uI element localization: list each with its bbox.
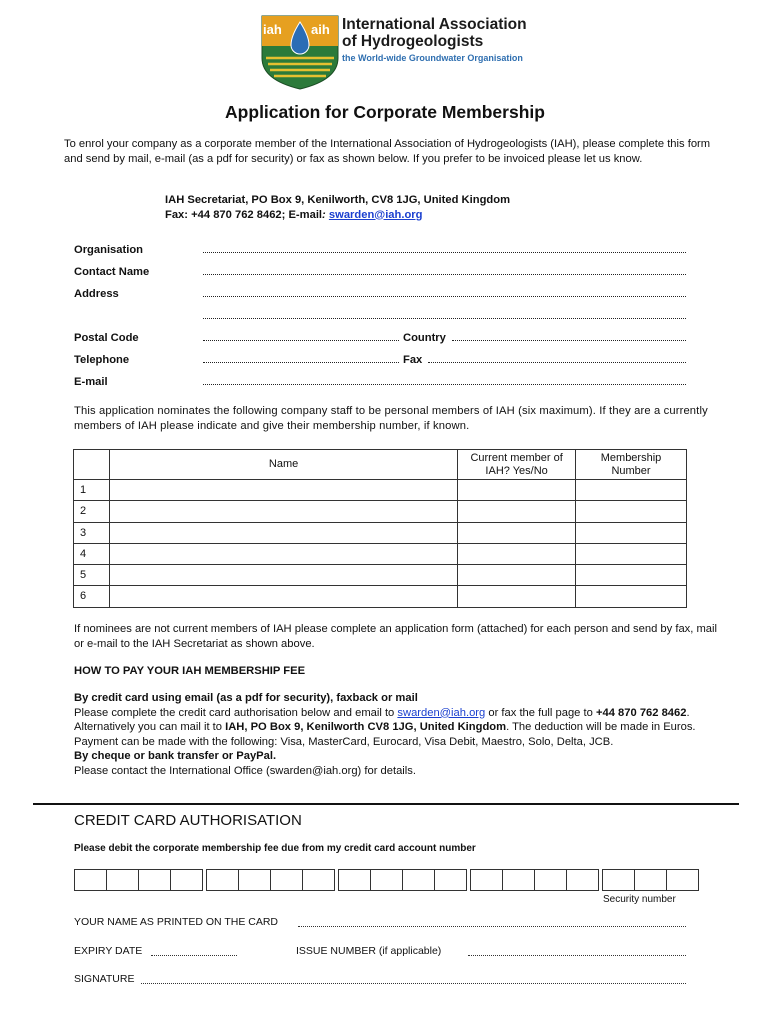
org-line-2: of Hydrogeologists — [342, 33, 484, 50]
name-cell[interactable] — [109, 586, 457, 607]
table-row — [74, 565, 687, 586]
organisation-label: Organisation — [74, 244, 143, 256]
fax-number: +44 870 762 8462 — [595, 706, 687, 719]
cheque-text: Please contact the International Office (swarden@iah.org) for details. — [74, 764, 416, 777]
email-label: E-mail — [74, 376, 108, 388]
pay-heading: HOW TO PAY YOUR IAH MEMBERSHIP FEE — [74, 665, 306, 677]
secretariat-email-link[interactable]: swarden@iah.org — [328, 208, 423, 221]
name-on-card-field[interactable] — [298, 919, 686, 927]
section-divider — [33, 803, 739, 805]
credit-text-b: or fax the full page to — [485, 706, 596, 719]
cheque-heading: By cheque or bank transfer or PayPal. — [74, 750, 277, 763]
card-digit-box[interactable] — [566, 869, 599, 891]
card-digit-box[interactable] — [270, 869, 303, 891]
table-row — [74, 522, 687, 543]
table-row — [74, 586, 687, 607]
expiry-date-field[interactable] — [151, 948, 237, 956]
organisation-field[interactable] — [203, 245, 686, 253]
row-number: 1 — [74, 480, 110, 501]
country-label: Country — [403, 332, 446, 344]
name-cell[interactable] — [109, 522, 457, 543]
membership-number-cell[interactable] — [576, 586, 687, 607]
member-cell[interactable] — [458, 480, 576, 501]
nominate-paragraph: This application nominates the following company staff to be personal members of IAH (six maximum). If they are a currently members of IAH please indicate and give their membership number, if known. — [74, 405, 708, 432]
name-cell[interactable] — [109, 565, 457, 586]
issue-number-field[interactable] — [468, 948, 686, 956]
card-digit-box[interactable] — [170, 869, 203, 891]
credit-card-subtitle: Please debit the corporate membership fee due from my credit card account number — [74, 843, 476, 854]
credit-text-c: . Alternatively you can mail it to — [74, 706, 690, 734]
postal-code-label: Postal Code — [74, 332, 139, 344]
member-cell[interactable] — [458, 565, 576, 586]
card-digit-box[interactable] — [470, 869, 503, 891]
signature-label: SIGNATURE — [74, 973, 135, 985]
address-field-line-1[interactable] — [203, 289, 686, 297]
logo-text-right: aih — [311, 22, 330, 37]
mail-address: IAH, PO Box 9, Kenilworth CV8 1JG, United Kingdom — [225, 721, 507, 734]
card-digit-box[interactable] — [502, 869, 535, 891]
credit-card-title: CREDIT CARD AUTHORISATION — [74, 812, 302, 829]
security-digit-box[interactable] — [602, 869, 635, 891]
card-digit-box[interactable] — [338, 869, 371, 891]
fax-label: Fax — [403, 354, 423, 366]
telephone-label: Telephone — [74, 354, 130, 366]
card-digit-box[interactable] — [138, 869, 171, 891]
row-number: 5 — [74, 565, 110, 586]
card-number-boxes — [74, 869, 698, 891]
payment-email-link[interactable]: swarden@iah.org — [397, 706, 486, 719]
address-line-2 — [165, 208, 510, 223]
card-digit-box[interactable] — [206, 869, 239, 891]
table-row — [74, 543, 687, 564]
card-digit-box[interactable] — [302, 869, 335, 891]
payment-instructions — [74, 691, 724, 778]
expiry-date-label: EXPIRY DATE — [74, 945, 143, 957]
card-digit-box[interactable] — [106, 869, 139, 891]
number-column-header — [74, 450, 110, 480]
country-field[interactable] — [452, 333, 686, 341]
card-digit-box[interactable] — [238, 869, 271, 891]
member-cell[interactable] — [458, 501, 576, 522]
membership-number-cell[interactable] — [576, 565, 687, 586]
org-line-1: International Association — [342, 16, 527, 33]
member-cell[interactable] — [458, 586, 576, 607]
telephone-field[interactable] — [203, 355, 399, 363]
table-row — [74, 501, 687, 522]
org-tagline: the World-wide Groundwater Organisation — [342, 53, 523, 63]
membership-number-cell[interactable] — [576, 522, 687, 543]
name-column-header: Name — [109, 450, 457, 480]
security-digit-box[interactable] — [666, 869, 699, 891]
contact-name-label: Contact Name — [74, 266, 150, 278]
staff-table — [73, 449, 687, 608]
credit-card-heading: By credit card using email (as a pdf for security), faxback or mail — [74, 692, 418, 704]
page-title: Application for Corporate Membership — [225, 102, 545, 122]
table-row — [74, 480, 687, 501]
member-cell[interactable] — [458, 522, 576, 543]
intro-paragraph: To enrol your company as a corporate member of the International Association of Hydrogeologists (IAH), please complete this form and send by mail, e-mail (as a pdf for security) or fax as shown below. If you prefer to be invoiced please let us know. — [64, 138, 711, 165]
organisation-name — [342, 16, 527, 50]
credit-card-text — [74, 706, 724, 750]
card-digit-box[interactable] — [402, 869, 435, 891]
colon: : — [322, 208, 329, 221]
credit-text-a: Please complete the credit card authorisation below and email to — [74, 706, 398, 719]
name-on-card-label: YOUR NAME AS PRINTED ON THE CARD — [74, 916, 279, 928]
contact-name-field[interactable] — [203, 267, 686, 275]
row-number: 2 — [74, 501, 110, 522]
postal-code-field[interactable] — [203, 333, 399, 341]
credit-text-d: . The deduction will be made in Euros. Payment can be made with the following: Visa, MasterCard, Eurocard, Visa Debit, Maestro, Solo, Delta, JCB. — [74, 721, 696, 748]
card-digit-box[interactable] — [434, 869, 467, 891]
issue-number-label: ISSUE NUMBER (if applicable) — [296, 945, 442, 957]
card-digit-box[interactable] — [74, 869, 107, 891]
membership-number-cell[interactable] — [576, 543, 687, 564]
row-number: 6 — [74, 586, 110, 607]
logo-text-left: iah — [263, 22, 282, 37]
security-number-label: Security number — [603, 894, 676, 905]
nominees-note: If nominees are not current members of IAH please complete an application form (attached) for each person and send by fax, mail or e-mail to the IAH Secretariat as shown above. — [74, 623, 717, 650]
membership-number-cell[interactable] — [576, 501, 687, 522]
security-digit-box[interactable] — [634, 869, 667, 891]
secretariat-address — [165, 193, 510, 222]
fax-field[interactable] — [428, 355, 686, 363]
name-cell[interactable] — [109, 480, 457, 501]
membership-number-column-header: Membership Number — [576, 450, 687, 480]
card-digit-box[interactable] — [534, 869, 567, 891]
row-number: 3 — [74, 522, 110, 543]
membership-number-cell[interactable] — [576, 480, 687, 501]
member-cell[interactable] — [458, 543, 576, 564]
card-digit-box[interactable] — [370, 869, 403, 891]
email-field[interactable] — [203, 377, 686, 385]
staff-table-header — [74, 450, 687, 480]
name-cell[interactable] — [109, 543, 457, 564]
address-label: Address — [74, 288, 119, 300]
signature-field[interactable] — [141, 976, 686, 984]
name-cell[interactable] — [109, 501, 457, 522]
address-field-line-2[interactable] — [203, 311, 686, 319]
current-member-column-header: Current member of IAH? Yes/No — [458, 450, 576, 480]
fax-email-text: Fax: +44 870 762 8462; E-mail — [165, 208, 323, 221]
row-number: 4 — [74, 543, 110, 564]
address-line-1: IAH Secretariat, PO Box 9, Kenilworth, CV8 1JG, United Kingdom — [165, 194, 511, 206]
